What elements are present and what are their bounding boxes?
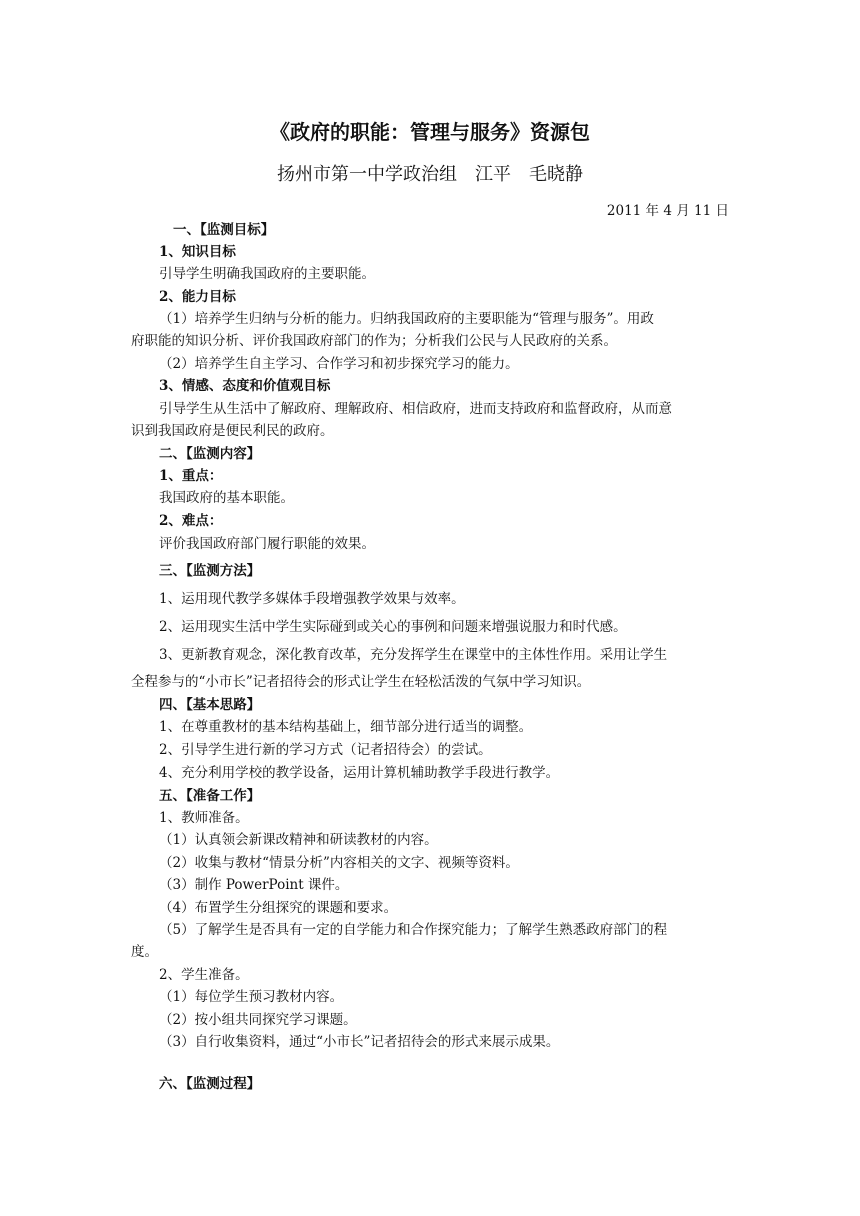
paragraph: 全程参与的“小市长”记者招待会的形式让学生在轻松活泼的气氛中学习知识。 — [131, 674, 591, 690]
list-item: （2）收集与教材“情景分析”内容相关的文字、视频等资料。 — [159, 855, 519, 871]
paragraph: （2）培养学生自主学习、合作学习和初步探究学习的能力。 — [159, 356, 519, 372]
paragraph: 引导学生从生活中了解政府、理解政府、相信政府，进而支持政府和监督政府，从而意 — [159, 401, 672, 417]
paragraph: 我国政府的基本职能。 — [159, 490, 294, 506]
subsection-heading: 2、学生准备。 — [159, 967, 249, 983]
subsection-heading: 1、教师准备。 — [159, 810, 249, 826]
paragraph: 1、在尊重教材的基本结构基础上，细节部分进行适当的调整。 — [159, 719, 533, 735]
paragraph: 1、运用现代教学多媒体手段增强教学效果与效率。 — [159, 591, 465, 607]
paragraph: 识到我国政府是便民利民的政府。 — [131, 423, 334, 439]
list-item: （5）了解学生是否具有一定的自学能力和合作探究能力；了解学生熟悉政府部门的程 — [159, 922, 668, 938]
section-heading-1: 一、【监测目标】 — [173, 222, 275, 238]
document-subtitle: 扬州市第一中学政治组 江平 毛晓静 — [277, 164, 583, 185]
list-item: （3）自行收集资料，通过“小市长”记者招待会的形式来展示成果。 — [159, 1034, 560, 1050]
subsection-heading: 2、难点： — [159, 513, 223, 529]
document-title: 《政府的职能：管理与服务》资源包 — [270, 120, 590, 144]
paragraph: 2、引导学生进行新的学习方式（记者招待会）的尝试。 — [159, 742, 492, 758]
list-item: 度。 — [131, 944, 158, 960]
subsection-heading: 1、知识目标 — [159, 244, 236, 260]
paragraph: 4、充分利用学校的教学设备，运用计算机辅助教学手段进行教学。 — [159, 765, 560, 781]
paragraph: 府职能的知识分析、评价我国政府部门的作为；分析我们公民与人民政府的关系。 — [131, 333, 617, 349]
section-heading-5: 五、【准备工作】 — [159, 788, 261, 804]
paragraph: 评价我国政府部门履行职能的效果。 — [159, 536, 375, 552]
section-heading-2: 二、【监测内容】 — [159, 446, 261, 462]
subsection-heading: 1、重点： — [159, 468, 223, 484]
document-date: 2011 年 4 月 11 日 — [606, 203, 729, 219]
subsection-heading: 3、情感、态度和价值观目标 — [159, 378, 331, 394]
paragraph: （1）培养学生归纳与分析的能力。归纳我国政府的主要职能为“管理与服务”。用政 — [159, 311, 654, 327]
list-item: （1）认真领会新课改精神和研读教材的内容。 — [159, 832, 438, 848]
paragraph: 2、运用现实生活中学生实际碰到或关心的事例和问题来增强说服力和时代感。 — [159, 619, 627, 635]
section-heading-4: 四、【基本思路】 — [159, 697, 261, 713]
subsection-heading: 2、能力目标 — [159, 289, 236, 305]
section-heading-3: 三、【监测方法】 — [159, 563, 261, 579]
list-item: （2）按小组共同探究学习课题。 — [159, 1012, 357, 1028]
list-item: （1）每位学生预习教材内容。 — [159, 989, 344, 1005]
list-item: （3）制作 PowerPoint 课件。 — [159, 877, 349, 893]
section-heading-6: 六、【监测过程】 — [159, 1076, 261, 1092]
paragraph: 引导学生明确我国政府的主要职能。 — [159, 266, 375, 282]
paragraph: 3、更新教育观念，深化教育改革，充分发挥学生在课堂中的主体性作用。采用让学生 — [159, 647, 668, 663]
list-item: （4）布置学生分组探究的课题和要求。 — [159, 900, 398, 916]
